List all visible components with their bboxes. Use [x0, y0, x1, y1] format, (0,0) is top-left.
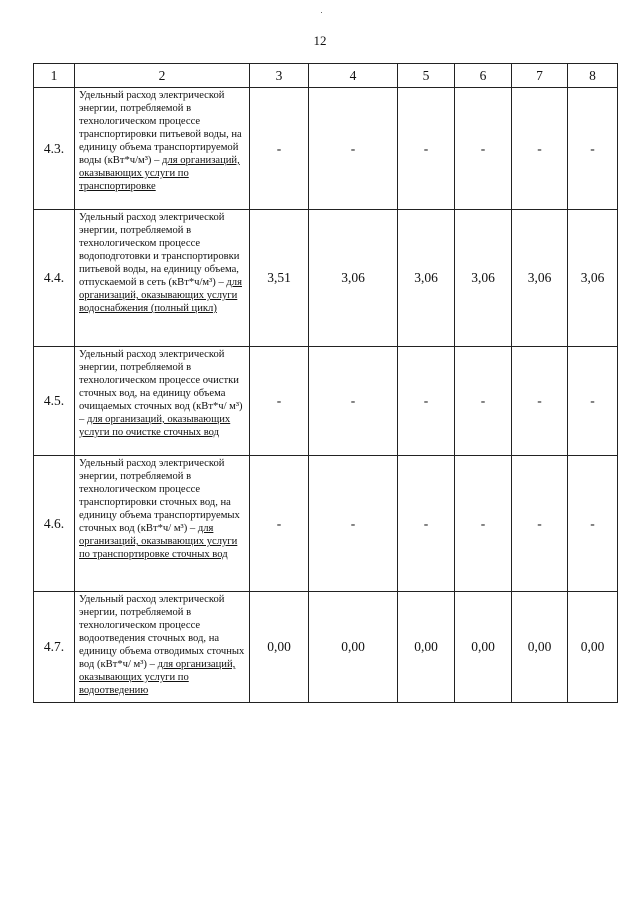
value-cell: -: [309, 88, 398, 210]
value-cell: -: [398, 456, 455, 592]
description-underlined: для организаций, оказывающих услуги по транспортировке сточных вод: [79, 523, 238, 560]
value-cell: -: [512, 456, 568, 592]
value-cell: 3,06: [512, 210, 568, 347]
value-cell: -: [398, 347, 455, 456]
row-number: 4.7.: [34, 592, 75, 703]
value-cell: 0,00: [250, 592, 309, 703]
header-cell: 8: [568, 64, 618, 88]
row-description: [75, 347, 250, 456]
header-cell: 3: [250, 64, 309, 88]
description-text: Удельный расход электрической энергии, потребляемой в технологическом процессе очистки сточных вод, на единицу объема очищаемых сточных вод (кВт*ч/ м³) –: [79, 349, 243, 425]
value-cell: 3,06: [455, 210, 512, 347]
description-underlined: для организаций, оказывающих услуги по водоотведению: [79, 659, 236, 696]
value-cell: -: [250, 456, 309, 592]
value-cell: 0,00: [512, 592, 568, 703]
table-row: [34, 592, 618, 703]
header-cell: 1: [34, 64, 75, 88]
description-text: Удельный расход электрической энергии, потребляемой в технологическом процессе транспортировки питьевой воды, на единицу объема транспортируемой воды (кВт*ч/м³) –: [79, 90, 242, 166]
value-cell: -: [309, 456, 398, 592]
description-underlined: для организаций, оказывающих услуги водоснабжения (полный цикл): [79, 277, 242, 314]
description-underlined: для организаций, оказывающих услуги по очистке сточных вод: [79, 414, 231, 438]
scan-speck: [321, 12, 322, 13]
value-cell: -: [568, 88, 618, 210]
header-cell: 5: [398, 64, 455, 88]
value-cell: -: [250, 88, 309, 210]
value-cell: 0,00: [398, 592, 455, 703]
value-cell: -: [309, 347, 398, 456]
value-cell: -: [455, 88, 512, 210]
table-row: [34, 210, 618, 347]
row-description: [75, 456, 250, 592]
row-number: 4.6.: [34, 456, 75, 592]
description-underlined: для организаций, оказывающих услуги по транспортировке: [79, 155, 240, 192]
row-description: [75, 210, 250, 347]
row-number: 4.4.: [34, 210, 75, 347]
table-row: [34, 88, 618, 210]
value-cell: -: [568, 456, 618, 592]
value-cell: 3,06: [568, 210, 618, 347]
data-table: [33, 63, 618, 703]
header-cell: 7: [512, 64, 568, 88]
row-description: [75, 88, 250, 210]
row-description: [75, 592, 250, 703]
value-cell: -: [455, 347, 512, 456]
value-cell: -: [250, 347, 309, 456]
value-cell: -: [398, 88, 455, 210]
row-number: 4.5.: [34, 347, 75, 456]
value-cell: 3,06: [398, 210, 455, 347]
page-number: 12: [313, 33, 327, 48]
table-row: [34, 456, 618, 592]
description-text: Удельный расход электрической энергии, потребляемой в технологическом процессе водоподготовки и транспортировки питьевой воды, на единицу объема, отпускаемой в сеть (кВт*ч/м³) –: [79, 212, 240, 288]
value-cell: -: [512, 88, 568, 210]
value-cell: 0,00: [455, 592, 512, 703]
description-text: Удельный расход электрической энергии, потребляемой в технологическом процессе транспортировки сточных вод, на единицу объема транспортируемых сточных вод (кВт*ч/ м³) –: [79, 458, 240, 534]
header-cell: 4: [309, 64, 398, 88]
header-cell: 2: [75, 64, 250, 88]
header-cell: 6: [455, 64, 512, 88]
value-cell: 0,00: [309, 592, 398, 703]
value-cell: 3,51: [250, 210, 309, 347]
description-text: Удельный расход электрической энергии, потребляемой в технологическом процессе водоотведения сточных вод, на единицу объема отводимых сточных вод (кВт*ч/ м³) –: [79, 594, 245, 670]
value-cell: 3,06: [309, 210, 398, 347]
value-cell: -: [512, 347, 568, 456]
row-number: 4.3.: [34, 88, 75, 210]
value-cell: -: [568, 347, 618, 456]
value-cell: 0,00: [568, 592, 618, 703]
value-cell: -: [455, 456, 512, 592]
table-row: [34, 347, 618, 456]
header-row: [34, 64, 618, 88]
